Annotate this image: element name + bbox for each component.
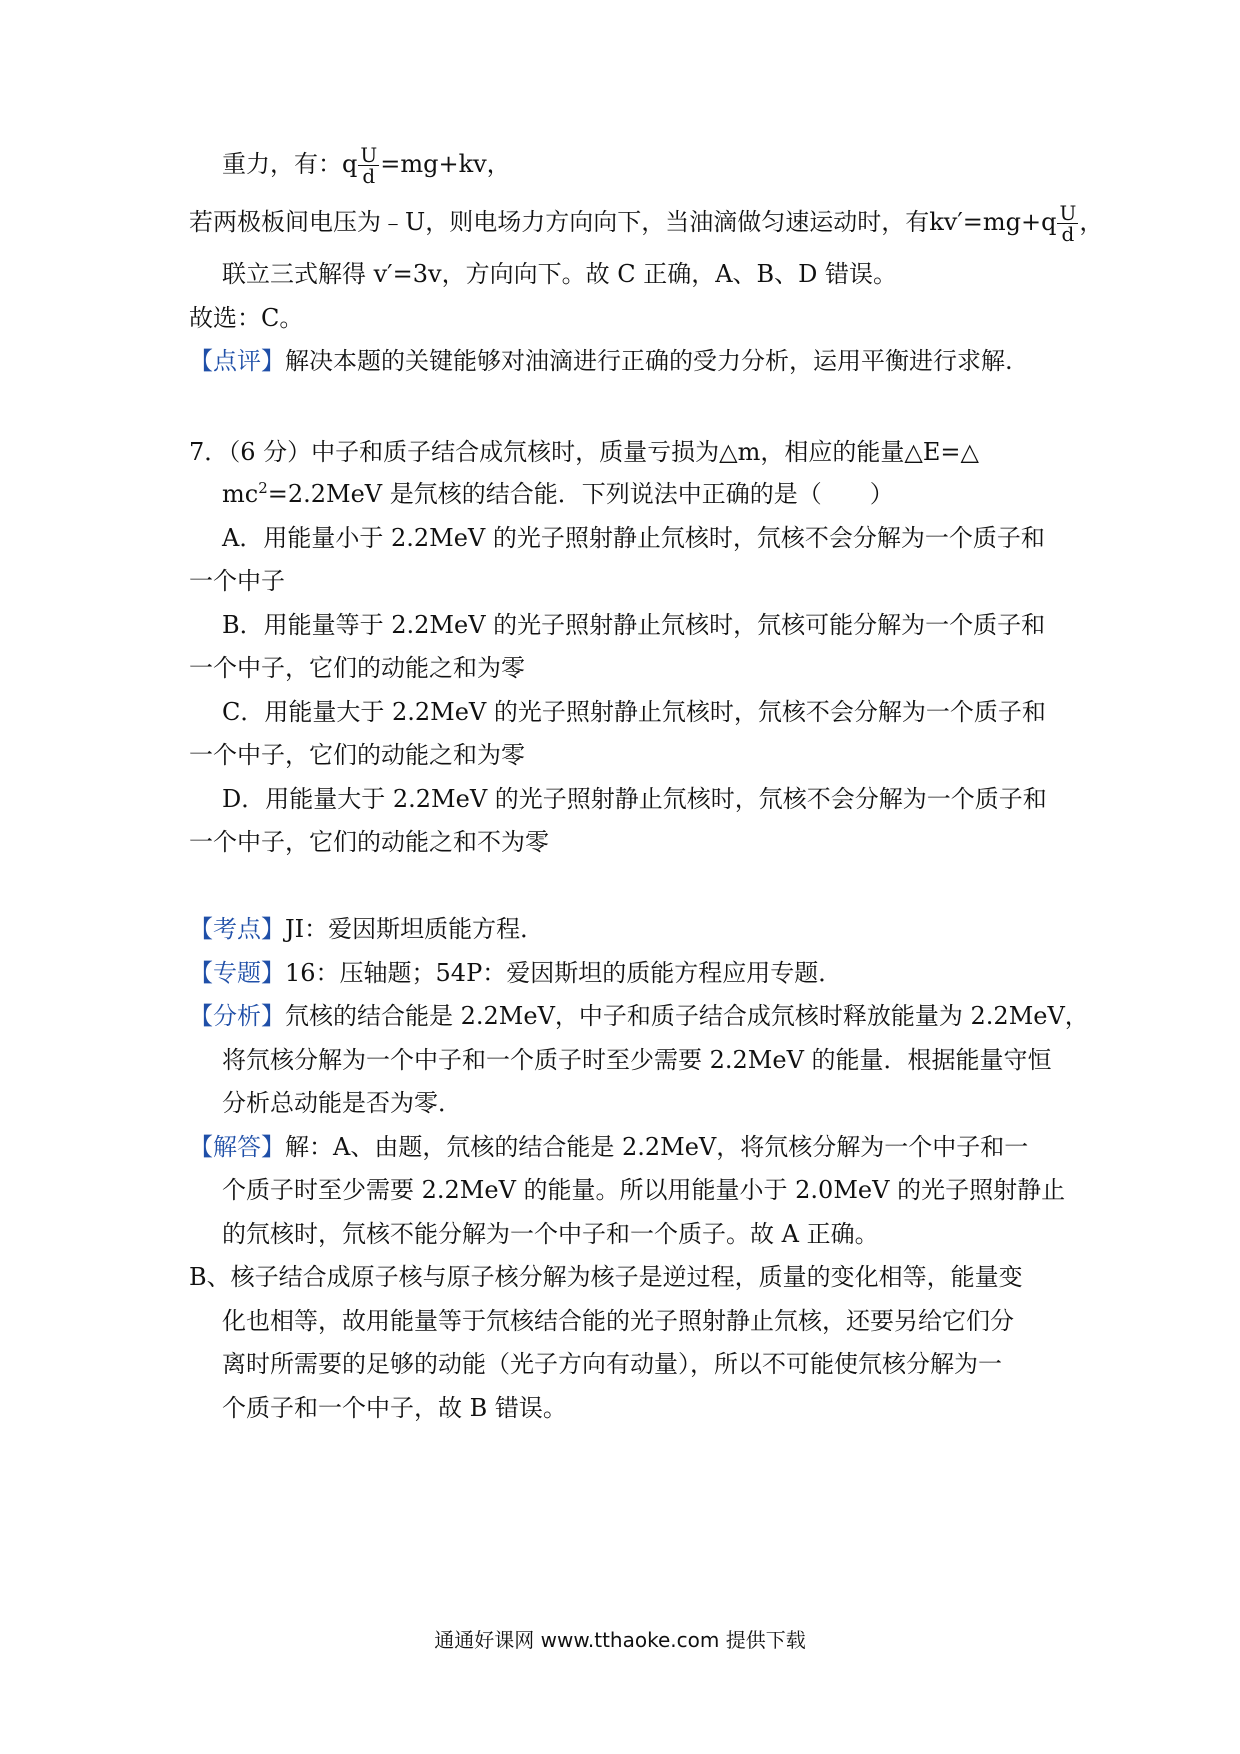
zhuanti-text: 16：压轴题；54P：爱因斯坦的质能方程应用专题． (285, 959, 843, 987)
option-d-line1: D．用能量大于 2.2MeV 的光子照射静止氘核时，氘核不会分解为一个质子和 (222, 785, 1047, 813)
stem-mc: mc (222, 480, 259, 508)
fenxi-line3: 分析总动能是否为零． (222, 1089, 462, 1117)
b-explanation-line3: 离时所需要的足够的动能（光子方向有动量），所以不可能使氘核分解为一 (222, 1350, 1002, 1378)
b-explanation-line1: B、核子结合成原子核与原子核分解为核子是逆过程，质量的变化相等，能量变 (189, 1263, 1023, 1291)
jieda-line1 (189, 1131, 1028, 1163)
option-d-line2: 一个中子，它们的动能之和不为零 (189, 828, 549, 856)
solution-conclusion-line: 联立三式解得 v′=3v，方向向下。故 C 正确，A、B、D 错误。 (222, 260, 898, 288)
b-explanation-line4: 个质子和一个中子，故 B 错误。 (222, 1394, 567, 1422)
stem-superscript: 2 (258, 479, 268, 497)
fenxi-tag: 【分析】 (189, 1002, 285, 1030)
page-footer: 通通好课网 www.tthaoke.com 提供下载 (434, 1628, 806, 1652)
comment-tag: 【点评】 (189, 347, 285, 375)
solution-choice-line: 故选：C。 (189, 304, 304, 332)
stem-rest: =2.2MeV 是氘核的结合能．下列说法中正确的是（ ） (267, 480, 894, 508)
solution-reverse-voltage-line: 若两极板间电压为﹣U，则电场力方向向下，当油滴做匀速运动时，有kv′=mg+q $\frac{U}{d}$ ， (189, 201, 1104, 246)
option-b-line2: 一个中子，它们的动能之和为零 (189, 654, 525, 682)
fraction-u-over-d (358, 145, 379, 186)
question7-stem-line2 (222, 478, 894, 510)
jieda-line3: 的氘核时，氘核不能分解为一个中子和一个质子。故 A 正确。 (222, 1220, 879, 1248)
equation-suffix: =mg+kv， (380, 150, 511, 178)
jieda-line2: 个质子时至少需要 2.2MeV 的能量。所以用能量小于 2.0MeV 的光子照射静止 (222, 1176, 1066, 1204)
kaodian-line (189, 913, 544, 945)
solution-equation-line (222, 145, 511, 186)
fraction-denominator: d (1061, 222, 1075, 246)
option-c-line2: 一个中子，它们的动能之和为零 (189, 741, 525, 769)
fraction-numerator: U (360, 143, 378, 167)
zhuanti-line (189, 957, 842, 989)
fenxi-line2: 将氘核分解为一个中子和一个质子时至少需要 2.2MeV 的能量．根据能量守恒 (222, 1046, 1052, 1074)
option-a-line2: 一个中子 (189, 567, 285, 595)
reverse-voltage-text: 若两极板间电压为﹣U，则电场力方向向下，当油滴做匀速运动时，有kv′=mg+q (189, 208, 1057, 236)
comment-text: 解决本题的关键能够对油滴进行正确的受力分析，运用平衡进行求解. (285, 347, 1013, 375)
option-b-line1: B．用能量等于 2.2MeV 的光子照射静止氘核时，氘核可能分解为一个质子和 (222, 611, 1046, 639)
question7-stem-line1: 7．（6 分）中子和质子结合成氘核时，质量亏损为△m，相应的能量△E=△ (189, 438, 979, 466)
fenxi-line1 (189, 1000, 1089, 1032)
jieda-tag: 【解答】 (189, 1133, 285, 1161)
fraction-denominator: d (362, 164, 376, 188)
jieda-text: 解：A、由题，氘核的结合能是 2.2MeV，将氘核分解为一个中子和一 (285, 1133, 1029, 1161)
comment-line (189, 345, 1013, 377)
option-c-line1: C．用能量大于 2.2MeV 的光子照射静止氘核时，氘核不会分解为一个质子和 (222, 698, 1046, 726)
b-explanation-line2: 化也相等，故用能量等于氘核结合能的光子照射静止氘核，还要另给它们分 (222, 1307, 1014, 1335)
fraction-u-over-d-2 (1057, 203, 1078, 244)
equation-prefix: 重力，有：q (222, 150, 358, 178)
option-a-line1: A．用能量小于 2.2MeV 的光子照射静止氘核时，氘核不会分解为一个质子和 (222, 524, 1045, 552)
zhuanti-tag: 【专题】 (189, 959, 285, 987)
kaodian-tag: 【考点】 (189, 915, 285, 943)
kaodian-text: JI：爱因斯坦质能方程． (285, 915, 545, 943)
fenxi-text: 氘核的结合能是 2.2MeV，中子和质子结合成氘核时释放能量为 2.2MeV， (285, 1002, 1089, 1030)
fraction-numerator: U (1059, 201, 1077, 225)
